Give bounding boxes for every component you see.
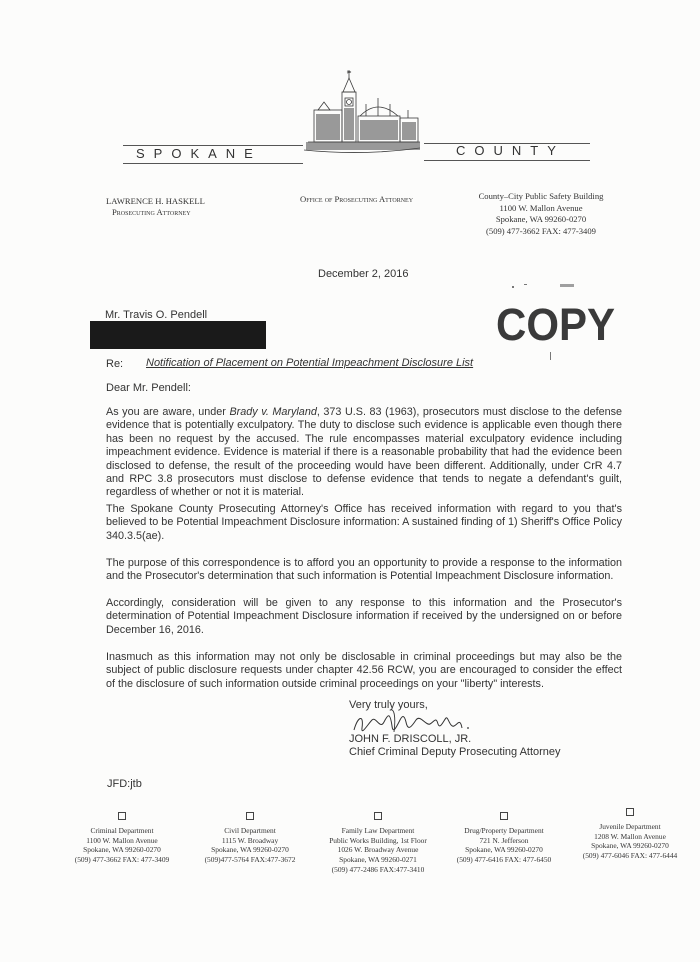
checkbox-juvenile[interactable] bbox=[626, 808, 634, 816]
dept-line: 1208 W. Mallon Avenue bbox=[594, 831, 666, 841]
dept-line: (509) 477-2486 FAX:477-3410 bbox=[331, 864, 425, 874]
prosecutor-title: Prosecuting Attorney bbox=[112, 207, 191, 217]
redacted-address bbox=[90, 321, 266, 349]
dept-line: 721 N. Jefferson bbox=[479, 835, 529, 845]
banner-rule-bottom-left bbox=[123, 163, 303, 164]
letter-date: December 2, 2016 bbox=[318, 268, 409, 280]
checkbox-civil[interactable] bbox=[246, 812, 254, 820]
body-paragraph-3: The purpose of this correspondence is to afford you an opportunity to provide a response to the information and the Prosecutor's determination that such information is Potential Impeachment Disclosure information. bbox=[106, 557, 622, 583]
dept-line: (509) 477-6046 FAX: 477-6444 bbox=[582, 851, 678, 861]
re-subject: Notification of Placement on Potential Impeachment Disclosure List bbox=[146, 357, 474, 369]
banner-rule-bottom-right bbox=[424, 160, 590, 161]
office-address bbox=[466, 191, 616, 237]
body-paragraph-1 bbox=[106, 406, 622, 500]
checkbox-family-law[interactable] bbox=[374, 812, 382, 820]
dept-name: Juvenile Department bbox=[599, 821, 661, 831]
dept-name: Civil Department bbox=[224, 825, 276, 835]
banner-spokane: SPOKANE bbox=[136, 146, 262, 161]
banner-county: COUNTY bbox=[456, 143, 565, 158]
address-street: 1100 W. Mallon Avenue bbox=[499, 202, 583, 213]
stamp-speck bbox=[524, 284, 527, 285]
p1-text-post: , 373 U.S. 83 (1963), prosecutors must disclose to the defense evidence that is potentially exculpatory. The duty to disclose such evidence is applicable even though there has been no request by the accused. The rule encompasses material exculpatory evidence including impeachment evidence. Evidence is material if there is a reasonable probability that had the evidence been disclosed to defense, the result of the proceeding would have been different. Additionally, under CrR 4.7 and RPC 3.8 prosecutors must disclose to defense evidence that tends to negate a defendant's guilt, regardless of whether or not it is material. bbox=[106, 406, 622, 499]
stamp-speck bbox=[560, 284, 574, 287]
dept-civil bbox=[180, 812, 320, 865]
dept-name: Drug/Property Department bbox=[464, 825, 544, 835]
dept-line: Spokane, WA 99260-0270 bbox=[465, 845, 543, 855]
dept-line: (509)477-5764 FAX:477-3672 bbox=[204, 855, 296, 865]
dept-line: 1100 W. Mallon Avenue bbox=[86, 835, 158, 845]
dept-line: Spokane, WA 99260-0270 bbox=[83, 845, 161, 855]
body-paragraph-4: Accordingly, consideration will be given to any response to this information and the Prosecutor's determination of Potential Impeachment Disclosure information if received by the undersigned on or before December 16, 2016. bbox=[106, 597, 622, 636]
dept-line: (509) 477-3662 FAX: 477-3409 bbox=[74, 855, 170, 865]
dept-line: 1115 W. Broadway bbox=[221, 835, 279, 845]
dept-line: Spokane, WA 99260-0270 bbox=[211, 845, 289, 855]
signer-name: JOHN F. DRISCOLL, JR. bbox=[349, 733, 472, 745]
dept-line: 1026 W. Broadway Avenue bbox=[337, 845, 419, 855]
address-building: County–City Public Safety Building bbox=[478, 191, 604, 201]
reference-initials: JFD:jtb bbox=[107, 778, 142, 790]
dept-juvenile bbox=[560, 808, 700, 861]
body-paragraph-5: Inasmuch as this information may not only be disclosable in criminal proceedings but may also be the subject of public disclosure requests under chapter 42.56 RCW, you are encouraged to consider the effect of the disclosure of such information outside criminal proceedings on your "liberty" interests. bbox=[106, 651, 622, 690]
dept-drug-property bbox=[434, 812, 574, 865]
dept-criminal bbox=[52, 812, 192, 865]
dept-line: Public Works Building, 1st Floor bbox=[329, 835, 427, 845]
checkbox-drug-property[interactable] bbox=[500, 812, 508, 820]
signer-title: Chief Criminal Deputy Prosecuting Attorney bbox=[349, 746, 561, 758]
case-citation: Brady v. Maryland bbox=[229, 406, 317, 418]
dept-name: Criminal Department bbox=[90, 825, 154, 835]
closing: Very truly yours, bbox=[349, 699, 428, 711]
dept-line: Spokane, WA 99260-0271 bbox=[339, 855, 417, 865]
address-city: Spokane, WA 99260-0270 bbox=[495, 214, 587, 224]
dept-line: (509) 477-6416 FAX: 477-6450 bbox=[456, 855, 552, 865]
copy-stamp: COPY bbox=[496, 299, 616, 350]
re-label: Re: bbox=[106, 358, 124, 370]
checkbox-criminal[interactable] bbox=[118, 812, 126, 820]
recipient-name: Mr. Travis O. Pendell bbox=[105, 309, 208, 321]
address-phone: (509) 477-3662 FAX: 477-3409 bbox=[486, 225, 596, 236]
salutation: Dear Mr. Pendell: bbox=[106, 382, 191, 394]
p1-text-pre: As you are aware, under bbox=[106, 406, 230, 418]
dept-name: Family Law Department bbox=[341, 825, 415, 835]
stamp-speck bbox=[512, 286, 514, 288]
stamp-speck bbox=[550, 352, 551, 360]
prosecutor-name: LAWRENCE H. HASKELL bbox=[106, 196, 205, 206]
body-paragraph-2: The Spokane County Prosecuting Attorney's Office has received information with regard to you that's believed to be Potential Impeachment Disclosure information: A sustained finding of 1) Sheriff's Office Policy 340.3.5(ae). bbox=[106, 503, 622, 542]
dept-family-law bbox=[308, 812, 448, 875]
dept-line: Spokane, WA 99260-0270 bbox=[591, 841, 669, 851]
courthouse-icon bbox=[300, 68, 424, 162]
office-name: Office of Prosecuting Attorney bbox=[300, 194, 414, 204]
